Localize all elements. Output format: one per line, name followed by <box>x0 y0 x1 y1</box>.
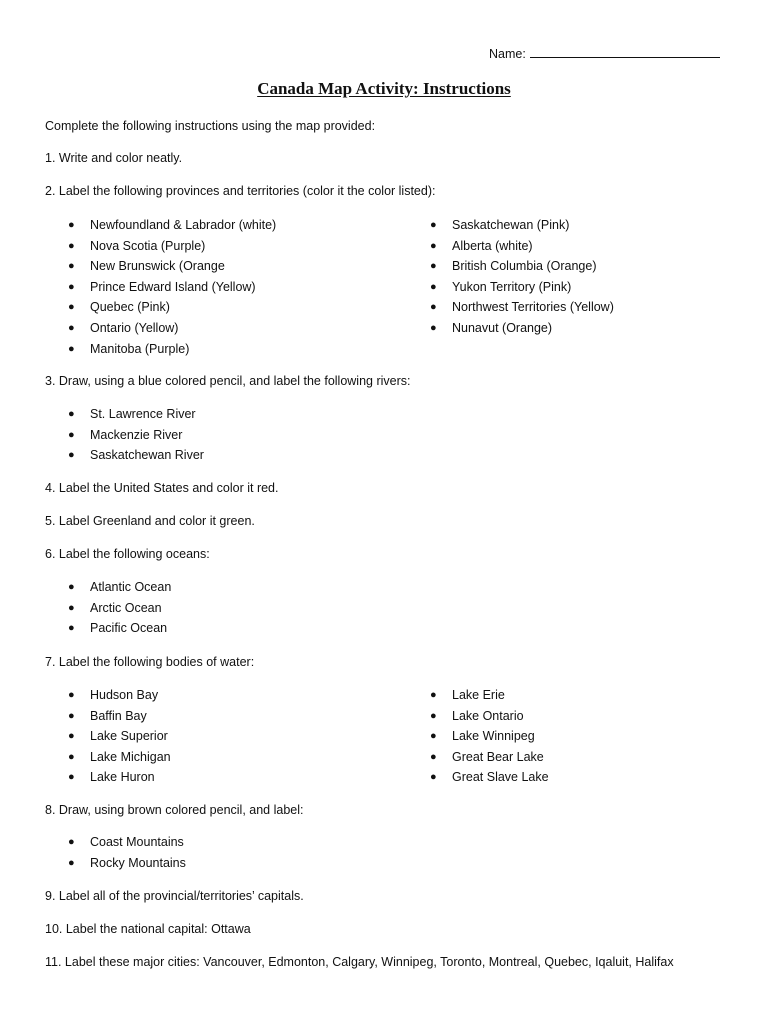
bullet-icon: ● <box>68 750 75 763</box>
bullet-icon: ● <box>430 239 437 252</box>
list-item-label: Saskatchewan River <box>90 448 204 463</box>
list-item-label: Lake Superior <box>90 729 168 744</box>
page-title <box>0 79 768 99</box>
list-item-label: Lake Winnipeg <box>452 729 535 744</box>
list-item-label: Hudson Bay <box>90 688 159 702</box>
intro-text: Complete the following instructions using the map provided: <box>45 119 376 133</box>
bullet-icon: ● <box>68 622 75 635</box>
bullet-icon: ● <box>68 219 75 231</box>
bullet-icon: ● <box>68 856 75 869</box>
name-label: Name: <box>489 47 526 61</box>
bullet-icon: ● <box>430 219 437 231</box>
bullet-icon: ● <box>68 408 75 420</box>
instruction-9: 9. Label all of the provincial/territories’ capitals. <box>45 889 304 903</box>
bullet-icon: ● <box>68 449 75 462</box>
bullet-icon: ● <box>430 322 437 334</box>
instruction-1: 1. Write and color neatly. <box>45 151 183 165</box>
bullet-icon: ● <box>430 709 437 722</box>
instruction-5: 5. Label Greenland and color it green. <box>45 514 255 528</box>
list-item-label: Pacific Ocean <box>90 621 168 636</box>
bullet-icon: ● <box>68 771 75 784</box>
bullet-icon: ● <box>68 581 75 593</box>
instruction-4: 4. Label the United States and color it red. <box>45 481 279 495</box>
list-item-label: St. Lawrence River <box>90 407 196 421</box>
list-item-label: Newfoundland & Labrador (white) <box>90 218 277 232</box>
instruction-3: 3. Draw, using a blue colored pencil, and label the following rivers: <box>45 374 411 388</box>
list-item-label: Great Slave Lake <box>452 770 549 785</box>
list-item-label: Prince Edward Island (Yellow) <box>90 279 256 294</box>
list-item-label: Baffin Bay <box>90 708 147 723</box>
bullet-icon: ● <box>430 771 437 784</box>
bullet-icon: ● <box>430 280 437 293</box>
list-item-label: Atlantic Ocean <box>90 580 172 594</box>
page-title-text: Canada Map Activity: Instructions <box>257 79 511 98</box>
list-item-label: Lake Michigan <box>90 749 171 764</box>
list-item-label: Northwest Territories (Yellow) <box>452 300 614 315</box>
instruction-7: 7. Label the following bodies of water: <box>45 655 255 669</box>
list-item-label: British Columbia (Orange) <box>452 259 597 274</box>
list-item-label: Lake Ontario <box>452 708 524 723</box>
instruction-10: 10. Label the national capital: Ottawa <box>45 922 251 936</box>
bullet-icon: ● <box>430 689 437 701</box>
name-field[interactable] <box>489 46 720 61</box>
list-item-label: Manitoba (Purple) <box>90 341 190 356</box>
list-item-label: Ontario (Yellow) <box>90 321 179 335</box>
list-item-label: Quebec (Pink) <box>90 300 170 315</box>
list-item-label: Saskatchewan (Pink) <box>452 218 570 232</box>
list-item-label: Arctic Ocean <box>90 600 162 615</box>
instruction-6: 6. Label the following oceans: <box>45 547 210 561</box>
list-item-label: Alberta (white) <box>452 238 533 253</box>
bullet-icon: ● <box>430 301 437 314</box>
list-item-label: Coast Mountains <box>90 835 184 849</box>
instruction-2: 2. Label the following provinces and territories (color it the color listed): <box>45 184 436 198</box>
instruction-8: 8. Draw, using brown colored pencil, and label: <box>45 803 304 817</box>
bullet-icon: ● <box>430 260 437 273</box>
bullet-icon: ● <box>68 730 75 743</box>
list-item-label: Lake Huron <box>90 770 155 785</box>
bullet-icon: ● <box>68 428 75 441</box>
bullet-icon: ● <box>68 709 75 722</box>
list-item-label: Yukon Territory (Pink) <box>452 279 572 294</box>
bullet-icon: ● <box>68 689 75 701</box>
bullet-icon: ● <box>68 301 75 314</box>
list-item-label: New Brunswick (Orange <box>90 259 225 274</box>
list-item-label: Great Bear Lake <box>452 749 544 764</box>
bullet-icon: ● <box>430 730 437 743</box>
list-item-label: Rocky Mountains <box>90 855 186 870</box>
bullet-icon: ● <box>430 750 437 763</box>
bullet-icon: ● <box>68 601 75 614</box>
name-blank-line[interactable] <box>530 46 720 58</box>
instruction-11: 11. Label these major cities: Vancouver, Edmonton, Calgary, Winnipeg, Toronto, Montreal, Quebec, Iqaluit, Halifax <box>45 955 674 969</box>
list-item-label: Nova Scotia (Purple) <box>90 238 206 253</box>
list-item-label: Mackenzie River <box>90 427 183 442</box>
bullet-icon: ● <box>68 342 75 355</box>
bullet-icon: ● <box>68 836 75 848</box>
bullet-icon: ● <box>68 322 75 334</box>
list-item-label: Nunavut (Orange) <box>452 321 553 335</box>
bullet-icon: ● <box>68 239 75 252</box>
list-item-label: Lake Erie <box>452 688 505 702</box>
bullet-icon: ● <box>68 280 75 293</box>
bullet-icon: ● <box>68 260 75 273</box>
